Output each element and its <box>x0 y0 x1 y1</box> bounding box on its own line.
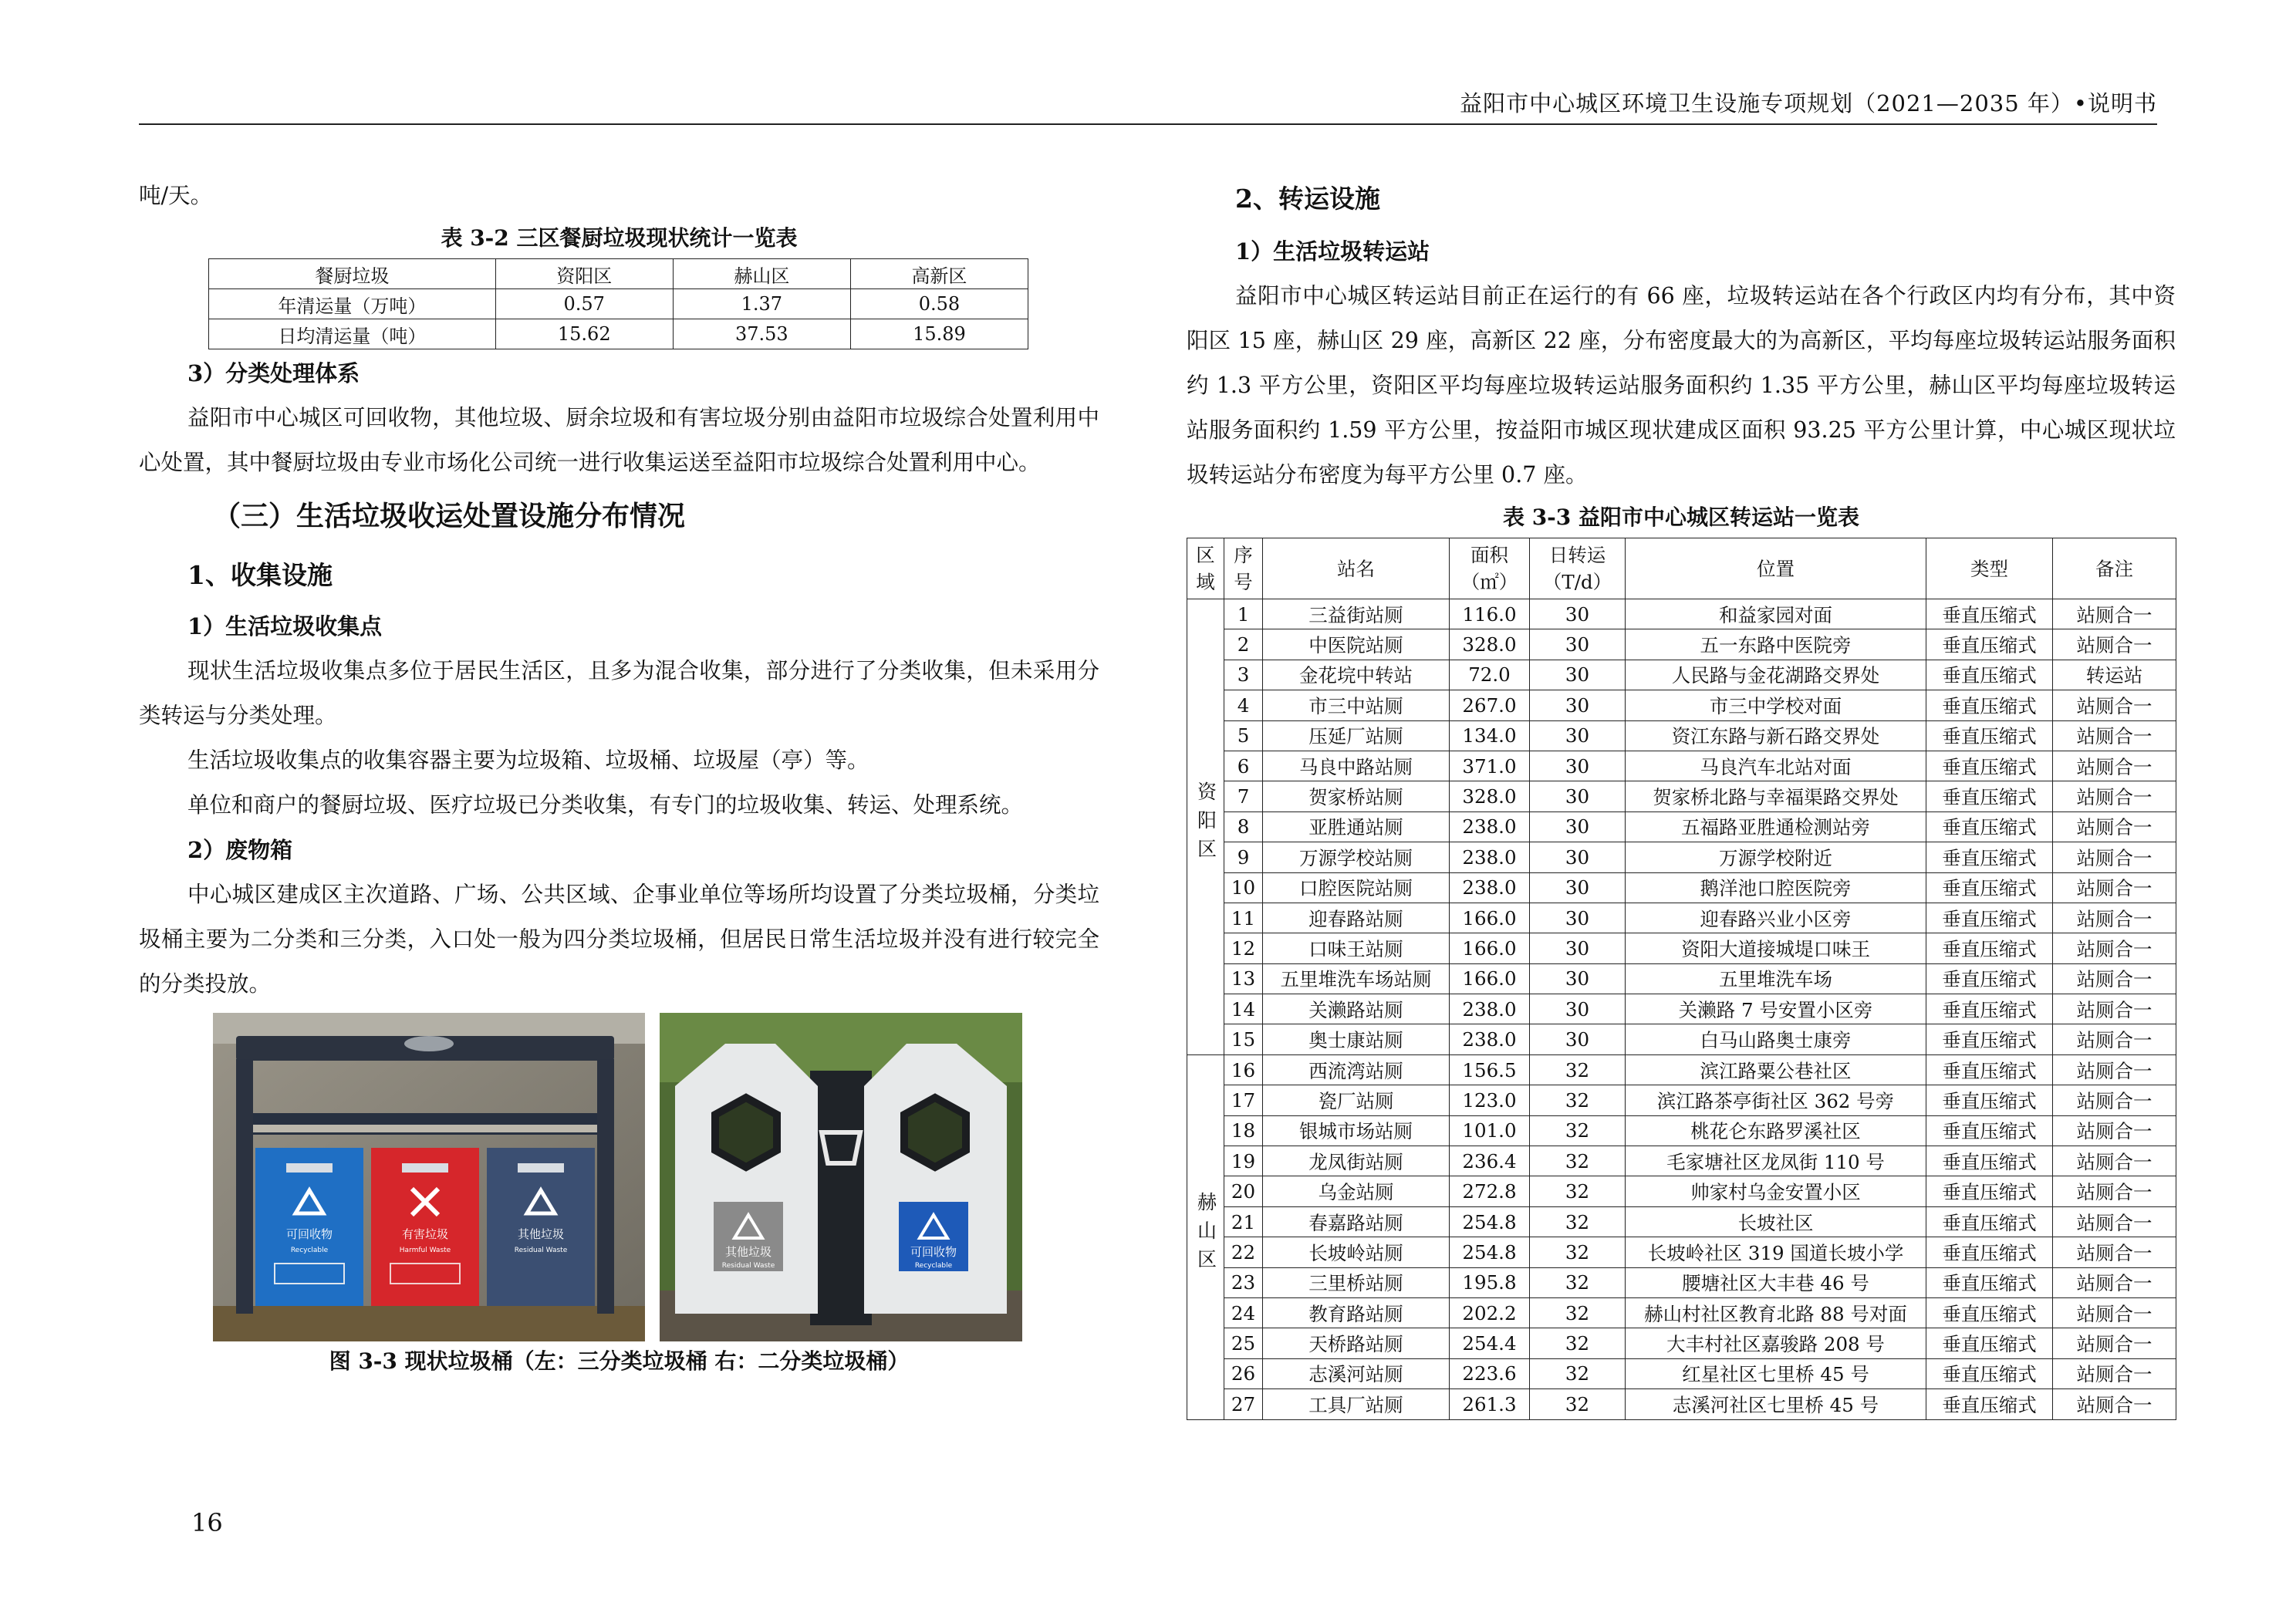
table-cell: 32 <box>1530 1146 1626 1176</box>
table-cell: 30 <box>1530 1024 1626 1054</box>
table-cell: 桃花仑东路罗溪社区 <box>1626 1115 1926 1146</box>
table-cell: 口味王站厕 <box>1263 933 1450 963</box>
table-cell: 日均清运量（吨） <box>209 319 496 349</box>
table-cell: 垂直压缩式 <box>1926 1085 2053 1115</box>
residual-bin-label: 其他垃圾 <box>724 1245 772 1259</box>
table-cell: 30 <box>1530 720 1626 751</box>
table-cell: 30 <box>1530 751 1626 781</box>
table-cell: 站厕合一 <box>2053 842 2176 872</box>
paragraph-collection-2: 生活垃圾收集点的收集容器主要为垃圾箱、垃圾桶、垃圾屋（亭）等。 <box>187 747 869 773</box>
recyclable-bin-label: 可回收物 <box>910 1245 957 1259</box>
figure-3-3-caption: 图 3-3 现状垃圾桶（左：三分类垃圾桶 右：二分类垃圾桶） <box>329 1348 910 1374</box>
table-cell: 10 <box>1224 872 1263 903</box>
paragraph-classification: 益阳市中心城区可回收物，其他垃圾、厨余垃圾和有害垃圾分别由益阳市垃圾综合处置利用中心处置，其中餐厨垃圾由专业市场化公司统一进行收集运送至益阳市垃圾综合处置利用中心。 <box>139 405 1099 475</box>
table-cell: 志溪河社区七里桥 45 号 <box>1626 1389 1926 1419</box>
table-cell: 202.2 <box>1450 1297 1530 1328</box>
table-cell: 32 <box>1530 1328 1626 1358</box>
right-column <box>1187 174 2176 1420</box>
residual-bin <box>675 1044 818 1314</box>
table-cell: 站厕合一 <box>2053 1267 2176 1297</box>
table-row <box>1187 1267 2176 1297</box>
table-row <box>209 289 1028 319</box>
table-cell: 垂直压缩式 <box>1926 660 2053 690</box>
table-cell: 站厕合一 <box>2053 1115 2176 1146</box>
table-cell: 26 <box>1224 1358 1263 1388</box>
table-cell: 22 <box>1224 1237 1263 1267</box>
table-cell: 长坡岭社区 319 国道长坡小学 <box>1626 1237 1926 1267</box>
subheading-collection-points: 1）生活垃圾收集点 <box>187 613 383 639</box>
region-cell <box>1187 599 1224 1055</box>
table-cell: 站厕合一 <box>2053 1054 2176 1085</box>
table-cell: 垂直压缩式 <box>1926 1267 2053 1297</box>
table-cell: 迎春路兴业小区旁 <box>1626 903 1926 933</box>
table-cell: 7 <box>1224 781 1263 812</box>
table-cell: 5 <box>1224 720 1263 751</box>
table-cell: 垂直压缩式 <box>1926 1297 2053 1328</box>
table-row <box>1187 1085 2176 1115</box>
table-cell: 32 <box>1530 1267 1626 1297</box>
table-cell: 站厕合一 <box>2053 751 2176 781</box>
table-cell: 站厕合一 <box>2053 872 2176 903</box>
table-cell: 垂直压缩式 <box>1926 629 2053 660</box>
table-cell: 垂直压缩式 <box>1926 781 2053 812</box>
header-capacity-unit: （T/d） <box>1542 571 1612 593</box>
table-cell: 站厕合一 <box>2053 1146 2176 1176</box>
header-note: 备注 <box>2053 538 2176 599</box>
table-header-cell: 资阳区 <box>495 259 673 289</box>
table-cell: 志溪河站厕 <box>1263 1358 1450 1388</box>
table-row <box>1187 660 2176 690</box>
table-cell: 267.0 <box>1450 690 1530 720</box>
table-row <box>1187 1237 2176 1267</box>
table-cell: 238.0 <box>1450 994 1530 1024</box>
table-cell: 垂直压缩式 <box>1926 842 2053 872</box>
subheading-transfer-stations: 1）生活垃圾转运站 <box>1235 238 1430 265</box>
table-cell: 254.4 <box>1450 1328 1530 1358</box>
table-row <box>1187 1115 2176 1146</box>
table-cell: 37.53 <box>673 319 850 349</box>
table-cell: 资江东路与新石路交界处 <box>1626 720 1926 751</box>
table-row <box>1187 1358 2176 1388</box>
table-cell: 银城市场站厕 <box>1263 1115 1450 1146</box>
lead-text: 吨/天。 <box>139 183 213 208</box>
table-cell: 垂直压缩式 <box>1926 1237 2053 1267</box>
table-cell: 166.0 <box>1450 903 1530 933</box>
table-cell: 站厕合一 <box>2053 1085 2176 1115</box>
table-cell: 市三中站厕 <box>1263 690 1450 720</box>
table-cell: 238.0 <box>1450 812 1530 842</box>
table-cell: 五福路亚胜通检测站旁 <box>1626 812 1926 842</box>
table-cell: 32 <box>1530 1297 1626 1328</box>
table-cell: 和益家园对面 <box>1626 599 1926 629</box>
table-cell: 站厕合一 <box>2053 690 2176 720</box>
table-cell: 转运站 <box>2053 660 2176 690</box>
table-cell: 站厕合一 <box>2053 629 2176 660</box>
table-header-row <box>1187 538 2176 599</box>
paragraph-collection-1: 现状生活垃圾收集点多位于居民生活区，且多为混合收集，部分进行了分类收集，但未采用分类转运与分类处理。 <box>139 658 1099 728</box>
table-cell: 人民路与金花湖路交界处 <box>1626 660 1926 690</box>
section-heading: （三）生活垃圾收运处置设施分布情况 <box>213 500 686 532</box>
residual-bin-sublabel: Residual Waste <box>721 1262 775 1270</box>
table-cell: 天桥路站厕 <box>1263 1328 1450 1358</box>
table-cell: 30 <box>1530 842 1626 872</box>
table-cell: 滨江路茶亭街社区 362 号旁 <box>1626 1085 1926 1115</box>
table-row <box>1187 903 2176 933</box>
table-cell: 长坡社区 <box>1626 1206 1926 1237</box>
header-rule <box>139 123 2157 125</box>
table-cell: 6 <box>1224 751 1263 781</box>
recyclable-bin <box>864 1044 1007 1314</box>
table-cell: 195.8 <box>1450 1267 1530 1297</box>
table-cell: 垂直压缩式 <box>1926 963 2053 994</box>
table-3-3-caption: 表 3-3 益阳市中心城区转运站一览表 <box>1502 504 1860 530</box>
table-cell: 垂直压缩式 <box>1926 1024 2053 1054</box>
recyclable-bin-sublabel: Recyclable <box>290 1247 329 1254</box>
table-row <box>1187 690 2176 720</box>
table-cell: 1.37 <box>673 289 850 319</box>
table-cell: 14 <box>1224 994 1263 1024</box>
table-cell: 站厕合一 <box>2053 1024 2176 1054</box>
table-cell: 垂直压缩式 <box>1926 872 2053 903</box>
table-cell: 站厕合一 <box>2053 1358 2176 1388</box>
table-cell: 123.0 <box>1450 1085 1530 1115</box>
table-cell: 30 <box>1530 629 1626 660</box>
table-cell: 垂直压缩式 <box>1926 1115 2053 1146</box>
table-cell: 站厕合一 <box>2053 994 2176 1024</box>
table-row <box>1187 1024 2176 1054</box>
header-type: 类型 <box>1926 538 2053 599</box>
subheading-classification: 3）分类处理体系 <box>187 360 360 386</box>
table-3-2-caption: 表 3-2 三区餐厨垃圾现状统计一览表 <box>441 225 798 251</box>
recyclable-bin-label: 可回收物 <box>285 1227 333 1241</box>
table-cell: 马良中路站厕 <box>1263 751 1450 781</box>
table-cell: 4 <box>1224 690 1263 720</box>
table-header-cell: 高新区 <box>850 259 1028 289</box>
table-3-2 <box>208 258 1028 349</box>
page-number: 16 <box>191 1508 223 1537</box>
table-cell: 站厕合一 <box>2053 1328 2176 1358</box>
table-cell: 工具厂站厕 <box>1263 1389 1450 1419</box>
header-area-unit: （㎡） <box>1460 571 1518 593</box>
table-row <box>1187 1297 2176 1328</box>
table-cell: 261.3 <box>1450 1389 1530 1419</box>
table-cell: 万源学校站厕 <box>1263 842 1450 872</box>
table-cell: 21 <box>1224 1206 1263 1237</box>
table-cell: 32 <box>1530 1358 1626 1388</box>
table-cell: 三益街站厕 <box>1263 599 1450 629</box>
table-cell: 赫山村社区教育北路 88 号对面 <box>1626 1297 1926 1328</box>
table-cell: 奥士康站厕 <box>1263 1024 1450 1054</box>
table-row <box>1187 1146 2176 1176</box>
table-cell: 30 <box>1530 812 1626 842</box>
table-cell: 25 <box>1224 1328 1263 1358</box>
table-cell: 30 <box>1530 781 1626 812</box>
table-cell: 滨江路粟公巷社区 <box>1626 1054 1926 1085</box>
subheading-waste-bins: 2）废物箱 <box>187 837 293 863</box>
table-cell: 18 <box>1224 1115 1263 1146</box>
table-cell: 站厕合一 <box>2053 903 2176 933</box>
table-cell: 371.0 <box>1450 751 1530 781</box>
table-cell: 101.0 <box>1450 1115 1530 1146</box>
table-cell: 马良汽车北站对面 <box>1626 751 1926 781</box>
table-cell: 236.4 <box>1450 1146 1530 1176</box>
table-row <box>1187 751 2176 781</box>
table-header-row <box>209 259 1028 289</box>
table-row <box>209 319 1028 349</box>
table-cell: 垂直压缩式 <box>1926 1176 2053 1206</box>
table-cell: 垂直压缩式 <box>1926 994 2053 1024</box>
table-cell: 30 <box>1530 963 1626 994</box>
table-cell: 站厕合一 <box>2053 1176 2176 1206</box>
table-cell: 腰塘社区大丰巷 46 号 <box>1626 1267 1926 1297</box>
harmful-bin-sublabel: Harmful Waste <box>399 1247 451 1254</box>
table-cell: 166.0 <box>1450 963 1530 994</box>
table-cell: 站厕合一 <box>2053 781 2176 812</box>
table-cell: 3 <box>1224 660 1263 690</box>
paragraph-waste-bins: 中心城区建成区主次道路、广场、公共区域、企事业单位等场所均设置了分类垃圾桶，分类垃圾桶主要为二分类和三分类，入口处一般为四分类垃圾桶，但居民日常生活垃圾并没有进行较完全的分类投放。 <box>139 882 1099 997</box>
header-number: 序号 <box>1224 538 1263 599</box>
table-cell: 站厕合一 <box>2053 963 2176 994</box>
table-cell: 站厕合一 <box>2053 1237 2176 1267</box>
paragraph-transfer-stations: 益阳市中心城区转运站目前正在运行的有 66 座，垃圾转运站在各个行政区内均有分布，其中资阳区 15 座，赫山区 29 座，高新区 22 座，分布密度最大的为高新区，平均每座垃圾转运站服务面积约 1.3 平方公里，资阳区平均每座垃圾转运站服务面积约 1.35 平方公里，赫山区平均每座垃圾转运站服务面积约 1.59 平方公里，按益阳市城区现状建成区面积 93.25 平方公里计算，中心城区现状垃圾转运站分布密度为每平方公里 0.7 座。 <box>1187 283 2176 488</box>
harmful-bin-label: 有害垃圾 <box>401 1227 449 1241</box>
table-cell: 13 <box>1224 963 1263 994</box>
table-cell: 11 <box>1224 903 1263 933</box>
table-row <box>1187 1328 2176 1358</box>
table-row <box>1187 1389 2176 1419</box>
table-row <box>1187 963 2176 994</box>
table-cell: 238.0 <box>1450 842 1530 872</box>
residual-bin-sublabel: Residual Waste <box>514 1247 568 1254</box>
region-label: 赫山区 <box>1194 1192 1217 1278</box>
table-cell: 328.0 <box>1450 781 1530 812</box>
table-cell: 20 <box>1224 1176 1263 1206</box>
table-cell: 站厕合一 <box>2053 599 2176 629</box>
header-capacity-label: 日转运 <box>1548 544 1606 566</box>
table-cell: 大丰村社区嘉骏路 208 号 <box>1626 1328 1926 1358</box>
table-3-3 <box>1187 538 2176 1420</box>
table-cell: 帅家村乌金安置小区 <box>1626 1176 1926 1206</box>
region-cell <box>1187 1054 1224 1419</box>
table-cell: 32 <box>1530 1115 1626 1146</box>
table-row <box>1187 599 2176 629</box>
table-cell: 垂直压缩式 <box>1926 1328 2053 1358</box>
residual-bin-label: 其他垃圾 <box>517 1227 565 1241</box>
table-cell: 32 <box>1530 1085 1626 1115</box>
table-cell: 站厕合一 <box>2053 933 2176 963</box>
table-row <box>1187 1176 2176 1206</box>
table-cell: 口腔医院站厕 <box>1263 872 1450 903</box>
paragraph-collection-3: 单位和商户的餐厨垃圾、医疗垃圾已分类收集，有专门的垃圾收集、转运、处理系统。 <box>187 792 1024 818</box>
table-row <box>1187 1206 2176 1237</box>
table-cell: 9 <box>1224 842 1263 872</box>
table-cell: 30 <box>1530 599 1626 629</box>
table-cell: 关濑路 7 号安置小区旁 <box>1626 994 1926 1024</box>
table-cell: 27 <box>1224 1389 1263 1419</box>
figure-3-3 <box>139 1013 1099 1345</box>
table-header-cell: 餐厨垃圾 <box>209 259 496 289</box>
table-cell: 垂直压缩式 <box>1926 1206 2053 1237</box>
header-area <box>1450 538 1530 599</box>
table-row <box>1187 781 2176 812</box>
table-cell: 红星社区七里桥 45 号 <box>1626 1358 1926 1388</box>
table-cell: 垂直压缩式 <box>1926 720 2053 751</box>
left-column <box>139 174 1099 1382</box>
table-header-cell: 赫山区 <box>673 259 850 289</box>
table-cell: 龙凤街站厕 <box>1263 1146 1450 1176</box>
table-cell: 站厕合一 <box>2053 1297 2176 1328</box>
table-cell: 金花垸中转站 <box>1263 660 1450 690</box>
table-cell: 站厕合一 <box>2053 720 2176 751</box>
table-cell: 32 <box>1530 1054 1626 1085</box>
table-row <box>1187 1054 2176 1085</box>
table-cell: 五里堆洗车场站厕 <box>1263 963 1450 994</box>
table-cell: 32 <box>1530 1206 1626 1237</box>
table-cell: 30 <box>1530 872 1626 903</box>
table-cell: 16 <box>1224 1054 1263 1085</box>
table-cell: 亚胜通站厕 <box>1263 812 1450 842</box>
region-label: 资阳区 <box>1194 781 1217 868</box>
table-cell: 垂直压缩式 <box>1926 812 2053 842</box>
table-cell: 年清运量（万吨） <box>209 289 496 319</box>
table-cell: 72.0 <box>1450 660 1530 690</box>
table-row <box>1187 933 2176 963</box>
table-cell: 垂直压缩式 <box>1926 690 2053 720</box>
table-cell: 328.0 <box>1450 629 1530 660</box>
table-cell: 8 <box>1224 812 1263 842</box>
table-cell: 24 <box>1224 1297 1263 1328</box>
table-cell: 30 <box>1530 660 1626 690</box>
table-row <box>1187 872 2176 903</box>
table-cell: 0.57 <box>495 289 673 319</box>
table-cell: 关濑路站厕 <box>1263 994 1450 1024</box>
table-cell: 资阳大道接城堤口味王 <box>1626 933 1926 963</box>
table-cell: 254.8 <box>1450 1237 1530 1267</box>
table-cell: 贺家桥北路与幸福渠路交界处 <box>1626 781 1926 812</box>
table-cell: 垂直压缩式 <box>1926 751 2053 781</box>
header-area-label: 面积 <box>1470 544 1508 566</box>
table-cell: 134.0 <box>1450 720 1530 751</box>
table-row <box>1187 842 2176 872</box>
table-cell: 市三中学校对面 <box>1626 690 1926 720</box>
table-cell: 站厕合一 <box>2053 1389 2176 1419</box>
table-cell: 垂直压缩式 <box>1926 1389 2053 1419</box>
photo-three-category-bin <box>213 1013 645 1341</box>
table-cell: 30 <box>1530 933 1626 963</box>
table-cell: 春嘉路站厕 <box>1263 1206 1450 1237</box>
table-cell: 32 <box>1530 1389 1626 1419</box>
table-cell: 西流湾站厕 <box>1263 1054 1450 1085</box>
table-cell: 压延厂站厕 <box>1263 720 1450 751</box>
photo-two-category-bin <box>660 1013 1022 1341</box>
table-cell: 15 <box>1224 1024 1263 1054</box>
table-cell: 乌金站厕 <box>1263 1176 1450 1206</box>
table-cell: 1 <box>1224 599 1263 629</box>
header-region: 区域 <box>1187 538 1224 599</box>
table-cell: 站厕合一 <box>2053 1206 2176 1237</box>
table-cell: 迎春路站厕 <box>1263 903 1450 933</box>
table-cell: 垂直压缩式 <box>1926 903 2053 933</box>
table-cell: 23 <box>1224 1267 1263 1297</box>
table-cell: 32 <box>1530 1237 1626 1267</box>
table-cell: 鹅洋池口腔医院旁 <box>1626 872 1926 903</box>
table-cell: 19 <box>1224 1146 1263 1176</box>
table-cell: 五里堆洗车场 <box>1626 963 1926 994</box>
table-cell: 0.58 <box>850 289 1028 319</box>
table-cell: 223.6 <box>1450 1358 1530 1388</box>
table-cell: 254.8 <box>1450 1206 1530 1237</box>
header-capacity <box>1530 538 1626 599</box>
table-cell: 垂直压缩式 <box>1926 599 2053 629</box>
table-row <box>1187 994 2176 1024</box>
table-cell: 156.5 <box>1450 1054 1530 1085</box>
table-cell: 万源学校附近 <box>1626 842 1926 872</box>
table-cell: 15.89 <box>850 319 1028 349</box>
table-cell: 30 <box>1530 903 1626 933</box>
table-cell: 白马山路奥士康旁 <box>1626 1024 1926 1054</box>
header-location: 位置 <box>1626 538 1926 599</box>
table-cell: 238.0 <box>1450 1024 1530 1054</box>
heading-collection-facilities: 1、收集设施 <box>187 560 333 590</box>
table-cell: 站厕合一 <box>2053 812 2176 842</box>
table-cell: 166.0 <box>1450 933 1530 963</box>
table-row <box>1187 629 2176 660</box>
header-name: 站名 <box>1263 538 1450 599</box>
table-row <box>1187 812 2176 842</box>
heading-transfer-facilities: 2、转运设施 <box>1235 184 1380 214</box>
table-cell: 垂直压缩式 <box>1926 933 2053 963</box>
table-row <box>1187 720 2176 751</box>
table-cell: 2 <box>1224 629 1263 660</box>
table-cell: 15.62 <box>495 319 673 349</box>
table-cell: 三里桥站厕 <box>1263 1267 1450 1297</box>
table-cell: 238.0 <box>1450 872 1530 903</box>
table-cell: 272.8 <box>1450 1176 1530 1206</box>
table-cell: 中医院站厕 <box>1263 629 1450 660</box>
table-cell: 瓷厂站厕 <box>1263 1085 1450 1115</box>
table-cell: 五一东路中医院旁 <box>1626 629 1926 660</box>
table-cell: 30 <box>1530 690 1626 720</box>
table-cell: 垂直压缩式 <box>1926 1146 2053 1176</box>
table-cell: 垂直压缩式 <box>1926 1358 2053 1388</box>
table-cell: 12 <box>1224 933 1263 963</box>
table-cell: 毛家塘社区龙凤街 110 号 <box>1626 1146 1926 1176</box>
table-cell: 教育路站厕 <box>1263 1297 1450 1328</box>
recyclable-bin-sublabel: Recyclable <box>914 1262 953 1270</box>
table-cell: 贺家桥站厕 <box>1263 781 1450 812</box>
table-cell: 32 <box>1530 1176 1626 1206</box>
table-cell: 长坡岭站厕 <box>1263 1237 1450 1267</box>
table-cell: 30 <box>1530 994 1626 1024</box>
table-cell: 17 <box>1224 1085 1263 1115</box>
table-cell: 116.0 <box>1450 599 1530 629</box>
running-header: 益阳市中心城区环境卫生设施专项规划（2021—2035 年）•说明书 <box>1460 90 2157 116</box>
table-3-3-body <box>1187 599 2176 1420</box>
table-cell: 垂直压缩式 <box>1926 1054 2053 1085</box>
